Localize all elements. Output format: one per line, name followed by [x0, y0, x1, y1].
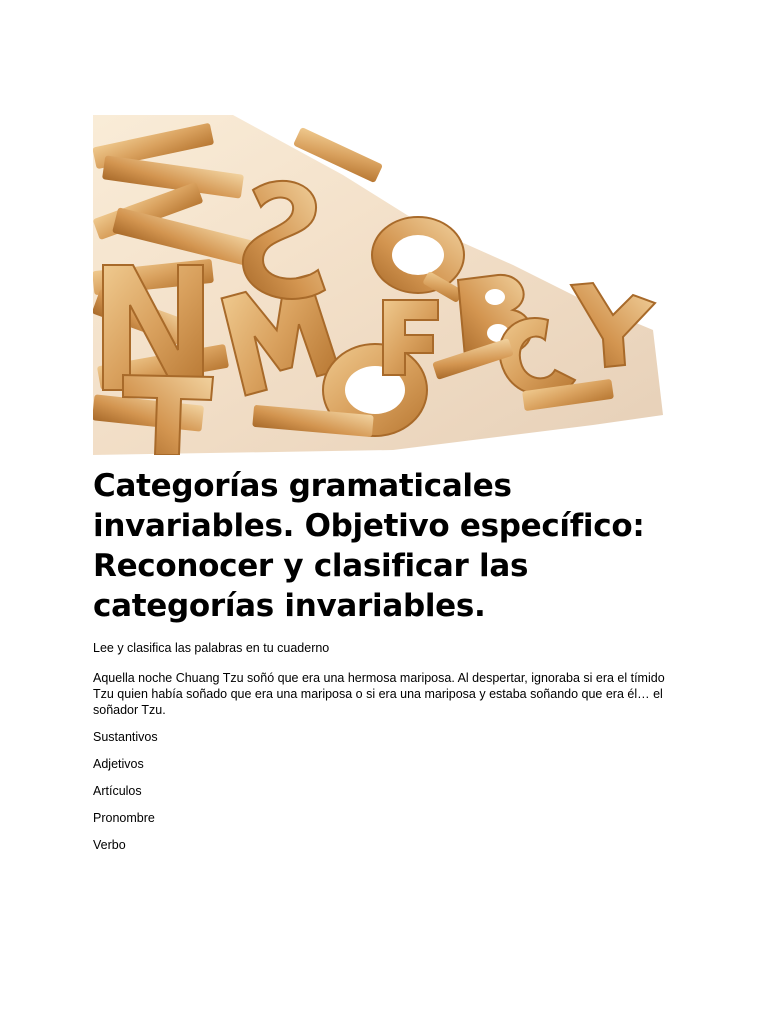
category-label: Verbo	[93, 838, 126, 852]
category-label: Artículos	[93, 784, 142, 798]
instruction-text: Lee y clasifica las palabras en tu cuaderno	[93, 641, 330, 655]
wooden-letters-image	[93, 115, 675, 455]
category-label: Sustantivos	[93, 730, 158, 744]
category-label: Pronombre	[93, 811, 155, 825]
category-label: Adjetivos	[93, 757, 144, 771]
document-title: Categorías gramaticales invariables. Objetivo específico: Reconocer y clasificar las categorías invariables.	[93, 468, 645, 624]
story-paragraph: Aquella noche Chuang Tzu soñó que era una hermosa mariposa. Al despertar, ignoraba si era el tímido Tzu quien había soñado que era una mariposa o si era una mariposa y estaba soñando que era él… el soñador Tzu.	[93, 671, 665, 717]
wooden-letters-illustration	[93, 115, 675, 455]
document-content	[93, 466, 693, 853]
